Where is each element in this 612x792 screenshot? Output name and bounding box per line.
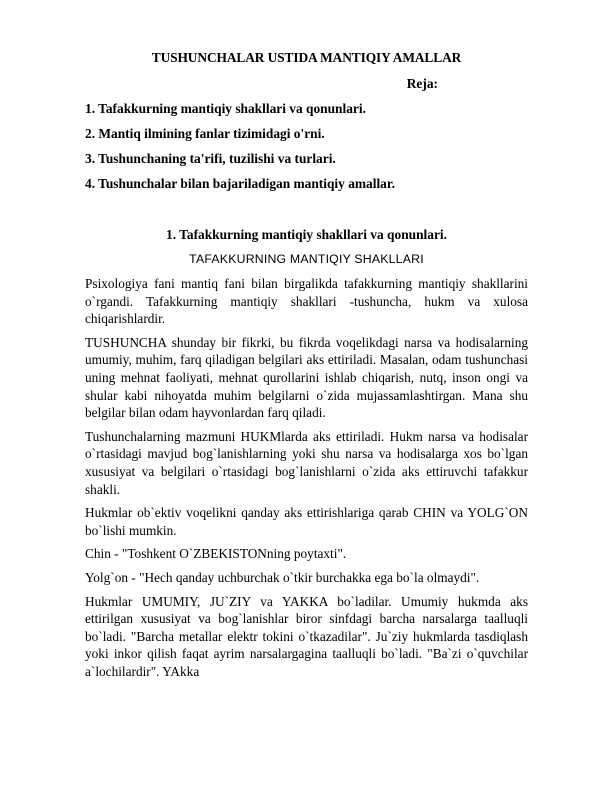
section-heading: 1. Tafakkurning mantiqiy shakllari va qonunlari.: [166, 227, 447, 242]
document-page: [85, 50, 528, 686]
plan-heading: Reja:: [406, 76, 438, 91]
plan-item: 2. Mantiq ilmining fanlar tizimidagi o'rni.: [85, 126, 325, 141]
section-subheading: TAFAKKURNING MANTIQIY SHAKLLARI: [189, 252, 424, 266]
body-paragraph: TUSHUNCHA shunday bir fikrki, bu fikrda voqelikdagi narsa va hodisalarning umumiy, muhim, farq qiladigan belgilari aks ettiriladi. Masalan, odam tushunchasi uning mehnat faoliyati, mehnat qurollarini ishlab chiqarish, nutq, inson ongi va shular kabi nihoyatda muhim belgilarni o`zida mujassamlashtirgan. Mana shu belgilar bilan odam hayvonlardan farq qiladi.: [85, 334, 528, 421]
plan-item: 4. Tushunchalar bilan bajariladigan mantiqiy amallar.: [85, 176, 395, 191]
section-spacer: [85, 201, 528, 227]
body-paragraph: Hukmlar ob`ektiv voqelikni qanday aks ettirishlariga qarab CHIN va YOLG`ON bo`lishi mumkin.: [85, 505, 528, 538]
plan-list: [85, 101, 528, 192]
body-paragraph: Tushunchalarning mazmuni HUKMlarda aks ettiriladi. Hukm narsa va hodisalar o`rtasidagi mavjud bog`lanishlarning yoki shu narsa va hodisalarga xos bo`lgan xususiyat va belgilari o`rtasidagi bog`lanishlarni o`zida aks ettiruvchi tafakkur shakli.: [85, 428, 528, 497]
body-paragraph: Yolg`on - "Hech qanday uchburchak o`tkir burchakka ega bo`la olmaydi".: [85, 569, 480, 585]
document-title: TUSHUNCHALAR USTIDA MANTIQIY AMALLAR: [151, 50, 462, 65]
body-paragraph: Psixologiya fani mantiq fani bilan birgalikda tafakkurning mantiqiy shakllarini o`rgandi. Tafakkurning mantiqiy shakllari -tushuncha, hukm va xulosa chiqarishlardir.: [85, 276, 528, 327]
body-paragraph: Chin - "Toshkent O`ZBEKISTONning poytaxti".: [85, 546, 347, 562]
plan-item: 1. Tafakkurning mantiqiy shakllari va qonunlari.: [85, 101, 366, 116]
body-paragraph: Hukmlar UMUMIY, JU`ZIY va YAKKA bo`ladilar. Umumiy hukmda aks ettirilgan xususiyat va bog`lanishlar biror sinfdagi barcha narsalarga taalluqli bo`ladi. "Barcha metallar elektr tokini o`tkazadilar". Ju`ziy hukmlarda tasdiqlash yoki inkor qilish faqat ayrim narsalargagina taalluqli bo`ladi. "Ba`zi o`quvchilar a`lochilardir". YAkka: [85, 593, 528, 679]
plan-item: 3. Tushunchaning ta'rifi, tuzilishi va turlari.: [85, 151, 336, 166]
